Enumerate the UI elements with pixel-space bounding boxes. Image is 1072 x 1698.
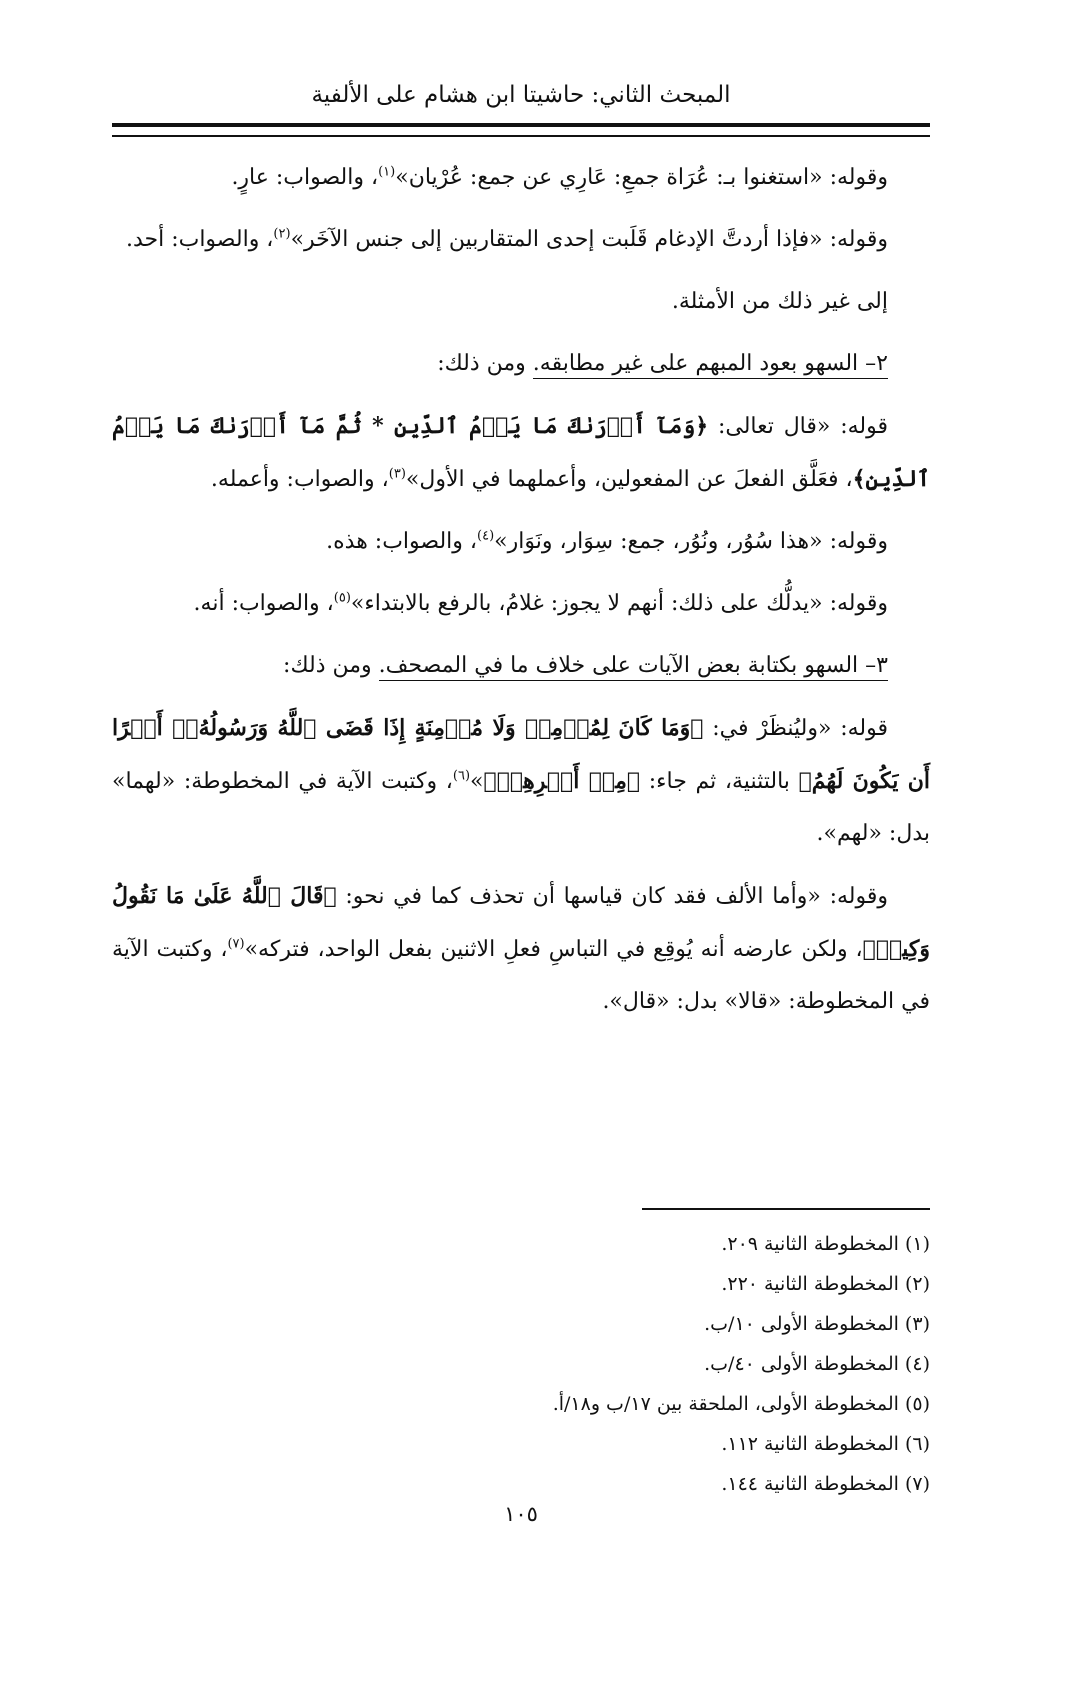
paragraph-7: قوله: «وليُنظَرْ في: ﴿وَمَا كَانَ لِمُؤۡمِنٖ وَلَا مُؤۡمِنَةٍ إِذَا قَضَى ٱللَّهُ وَرَسُولُهُۥٓ أَمۡرًا أَن يَكُونَ لَهُمُ﴾ بالتثنية، ثم جاء: ﴿مِنۡ أَمۡرِهِمۡ﴾»$^{(٦)}$، وكتبت الآية في المخطوطة: «لهما» بدل: «لهم».: [112, 715, 930, 846]
paragraph-8: وقوله: «وأما الألف فقد كان قياسها أن تحذف كما في نحو: ﴿قَالَ ٱللَّهُ عَلَىٰ مَا نَقُولُ وَكِيلٞ﴾، ولكن عارضه أنه يُوقِع في التباسِ فعلِ الاثنين بفعل الواحد، فتركه»$^{(٧)}$، وكتبت الآية في المخطوطة: «قالا» بدل: «قال».: [112, 883, 930, 1014]
paragraph-5: وقوله: «هذا سُوُر، ونُوُر، جمع: سِوَار، ونَوَار»$^{(٤)}$، والصواب: هذه.: [326, 528, 888, 554]
footnote: (٧) المخطوطة الثانية ١٤٤.: [721, 1473, 930, 1495]
paragraph-4: قوله: «قال تعالى: ﴿وَمَآ أَدۡرَىٰكَ مَا يَوۡمُ ٱلدِّينِ * ثُمَّ مَآ أَدۡرَىٰكَ مَا يَوۡمُ ٱلدِّينِ﴾، فعَلَّق الفعلَ عن المفعولين، وأعملهما في الأول»$^{(٣)}$، والصواب: وأعمله.: [112, 413, 930, 492]
footnote-ref: (٧): [227, 936, 245, 952]
footnote-ref: (١): [378, 164, 396, 180]
footnote: (٢) المخطوطة الثانية ٢٢٠.: [721, 1273, 930, 1295]
footnotes: [112, 1226, 930, 1506]
header-rule-thick: [112, 123, 930, 127]
footnote-ref: (٣): [388, 466, 406, 482]
section-heading-2: ٢– السهو بعود المبهم على غير مطابقه. ومن ذلك:: [112, 338, 930, 390]
footnote: (٤) المخطوطة الأولى ٤٠/ب.: [704, 1353, 930, 1375]
footnote-ref: (٤): [477, 528, 495, 544]
paragraph-1: وقوله: «استغنوا بـ: عُرَاة جمعِ: عَارِي عن جمع: عُرْيان»$^{(١)}$، والصواب: عارٍ.: [231, 164, 888, 190]
footnote-ref: (٥): [333, 590, 351, 606]
page-number: ١٠٥: [504, 1502, 538, 1526]
running-header: المبحث الثاني: حاشيتا ابن هشام على الألفية: [311, 82, 731, 108]
header-rule-thin: [112, 135, 930, 137]
section-heading-3: ٣– السهو بكتابة بعض الآيات على خلاف ما في المصحف. ومن ذلك:: [112, 640, 930, 692]
quran-verse: ﴿مِنۡ أَمۡرِهِمۡ﴾: [483, 768, 641, 794]
footnote-ref: (٦): [452, 768, 471, 784]
footnote: (٣) المخطوطة الأولى ١٠/ب.: [704, 1313, 930, 1335]
heading-underlined: ٣– السهو بكتابة بعض الآيات على خلاف ما في المصحف.: [379, 653, 888, 681]
paragraph-6: وقوله: «يدلُّك على ذلك: أنهم لا يجوز: غلامُ، بالرفع بالابتداء»$^{(٥)}$، والصواب: أنه.: [193, 590, 888, 616]
footnote: (١) المخطوطة الثانية ٢٠٩.: [721, 1233, 930, 1255]
quran-verse: ﴿وَمَا كَانَ لِمُؤۡمِنٖ وَلَا مُؤۡمِنَةٍ إِذَا قَضَى ٱللَّهُ وَرَسُولُهُۥٓ أَمۡرًا أَن يَكُونَ لَهُمُ﴾: [112, 715, 930, 794]
footnote: (٦) المخطوطة الثانية ١١٢.: [721, 1433, 930, 1455]
quran-verse: ﴿وَمَآ أَدۡرَىٰكَ مَا يَوۡمُ ٱلدِّينِ * ثُمَّ مَآ أَدۡرَىٰكَ مَا يَوۡمُ ٱلدِّينِ﴾: [112, 413, 930, 492]
main-text: [112, 152, 930, 1028]
quran-verse: ﴿قَالَ ٱللَّهُ عَلَىٰ مَا نَقُولُ وَكِيلٞ﴾: [112, 883, 930, 962]
paragraph-3: إلى غير ذلك من الأمثلة.: [671, 289, 888, 314]
heading-underlined: ٢– السهو بعود المبهم على غير مطابقه.: [533, 351, 888, 379]
footnote-ref: (٢): [273, 226, 291, 242]
footnote: (٥) المخطوطة الأولى، الملحقة بين ١٧/ب و١٨/أ.: [552, 1393, 930, 1415]
paragraph-2: وقوله: «فإذا أردتَّ الإدغام قَلَبت إحدى المتقاربين إلى جنس الآخَر»$^{(٢)}$، والصواب: أحد.: [125, 226, 888, 252]
footnote-separator: [642, 1208, 930, 1210]
